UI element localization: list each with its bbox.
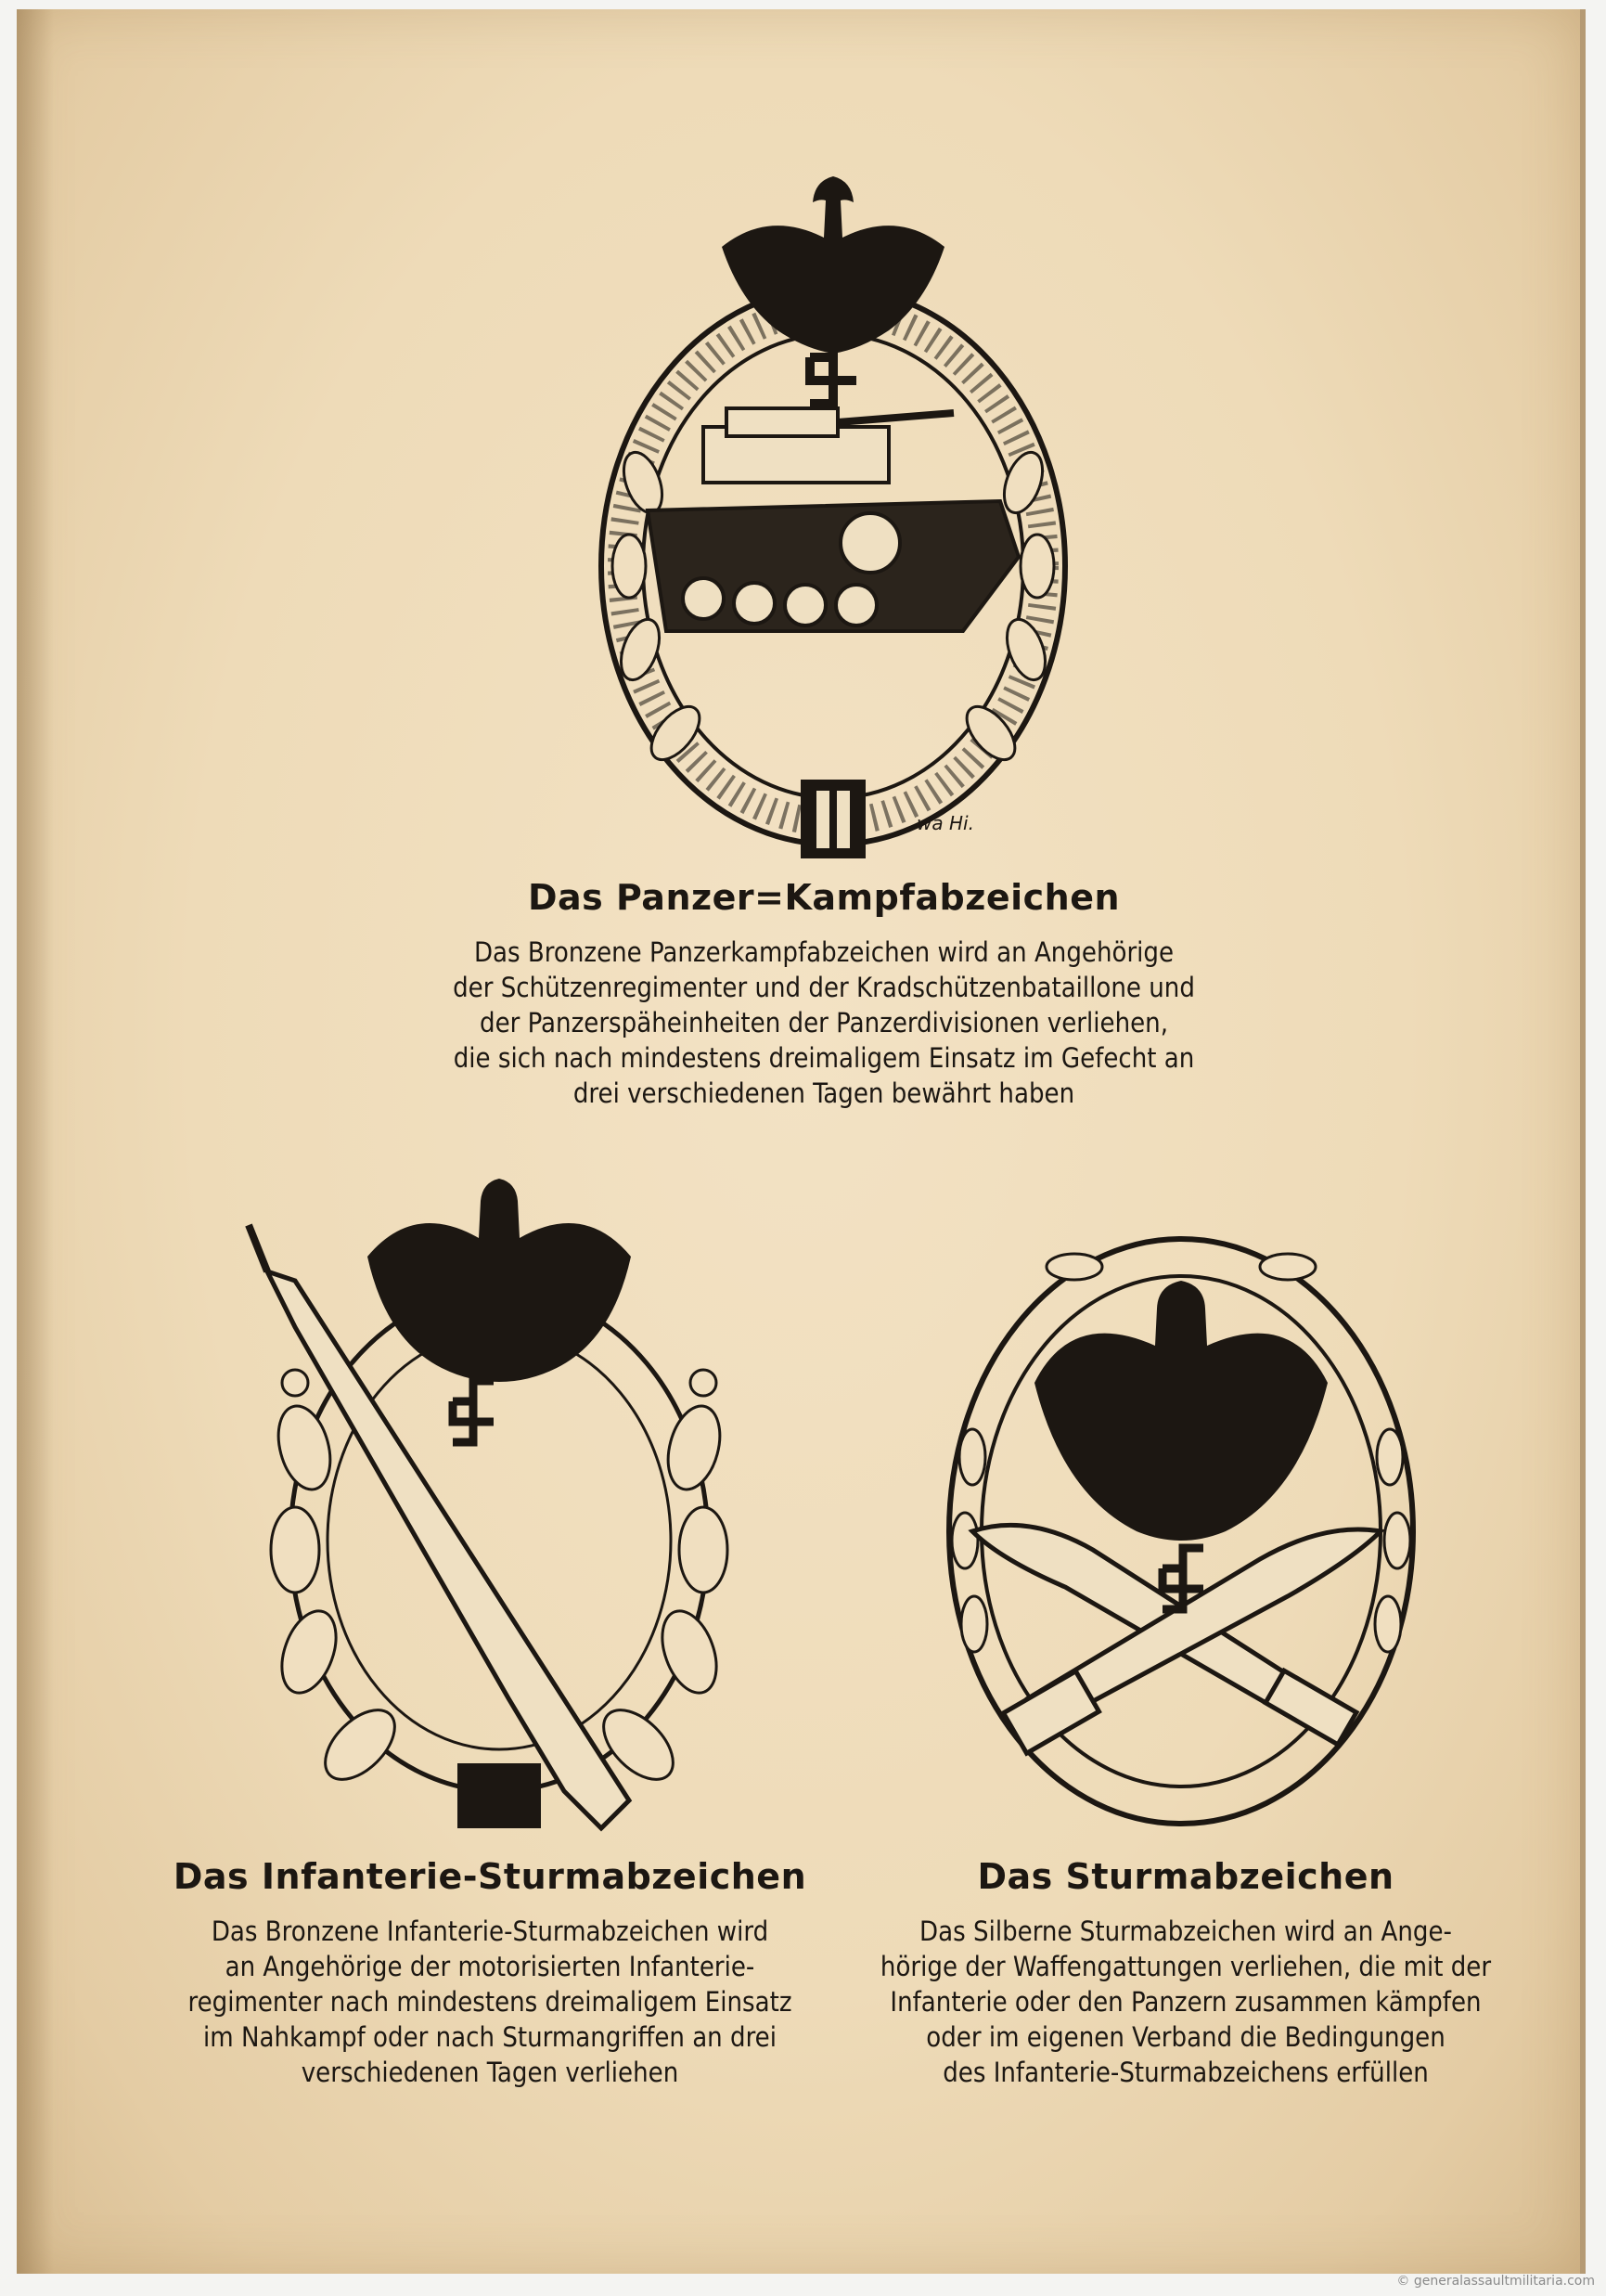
- panzer-title: Das Panzer=Kampfabzeichen: [527, 877, 1121, 918]
- panzer-description: Das Bronzene Panzerkampfabzeichen wird an Angehörige der Schützenregimenter und der Kradschützenbataillone und der Panzerspäheinheiten der Panzerdivisionen verliehen, die sich nach mindestens dreimaligem Einsatz im Gefecht an drei verschiedenen Tagen bewährt haben: [453, 936, 1195, 1109]
- panzer-badge-illustration: [564, 176, 1102, 863]
- panzer-caption: [406, 877, 1241, 1111]
- infanterie-caption: [156, 1856, 824, 2090]
- infanterie-badge-illustration: [239, 1169, 759, 1838]
- infanterie-description: Das Bronzene Infanterie-Sturmabzeichen wird an Angehörige der motorisierten Infanterie- regimenter nach mindestens dreimaligem Einsatz im Nahkampf oder nach Sturmangriffen an drei verschiedenen Tagen verliehen: [187, 1915, 792, 2088]
- watermark: © generalassaultmilitaria.com: [1396, 2274, 1595, 2289]
- booklet-page: [17, 9, 1586, 2274]
- sturm-caption: [833, 1856, 1538, 2090]
- artist-signature: wa Hi.: [917, 812, 974, 834]
- sturm-description: Das Silberne Sturmabzeichen wird an Ange- hörige der Waffengattungen verliehen, die mit der Infanterie oder den Panzern zusammen kämpfen oder im eigenen Verband die Bedingungen des Infanterie-Sturmabzeichens erfüllen: [880, 1915, 1492, 2088]
- page-fold-shadow: [17, 9, 54, 2274]
- sturm-badge-illustration: [935, 1225, 1427, 1838]
- infanterie-title: Das Infanterie-Sturmabzeichen: [173, 1856, 807, 1897]
- sturm-title: Das Sturmabzeichen: [977, 1856, 1394, 1897]
